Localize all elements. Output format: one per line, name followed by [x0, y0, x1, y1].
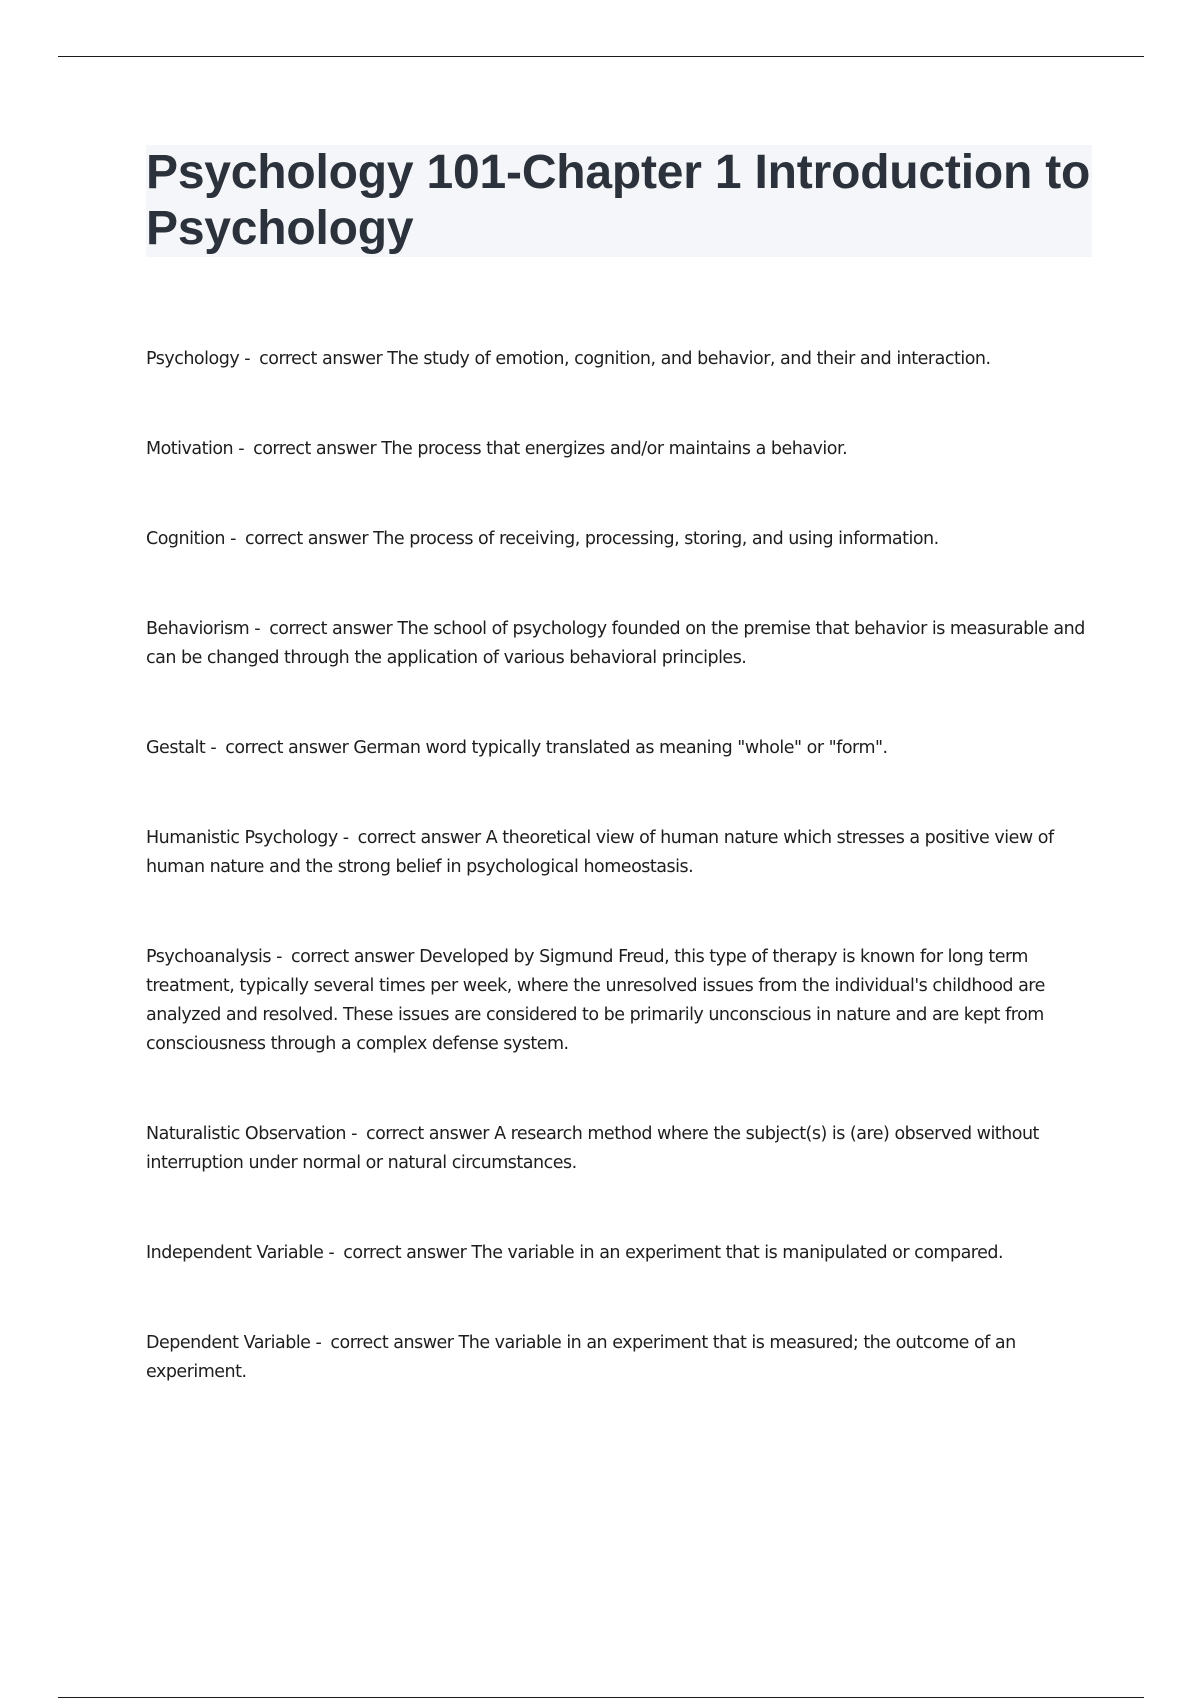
- entry-definition: The process of receiving, processing, storing, and using information.: [373, 529, 939, 549]
- entry-definition: The variable in an experiment that is measured; the outcome of an experiment.: [146, 1333, 1016, 1382]
- definition-entry: [146, 1120, 1092, 1178]
- entry-answer-label: correct answer: [225, 738, 349, 758]
- entry-answer-label: correct answer: [290, 947, 414, 967]
- entry-definition: The variable in an experiment that is manipulated or compared.: [471, 1243, 1004, 1263]
- entry-answer-label: correct answer: [259, 349, 383, 369]
- entry-definition: Developed by Sigmund Freud, this type of therapy is known for long term treatment, typically several times per week, where the unresolved issues from the individual's childhood are analyzed and resolved. These issues are considered to be primarily unconscious in nature and are kept from consciousness through a complex defense system.: [146, 947, 1045, 1054]
- page-title: Psychology 101-Chapter 1 Introduction to Psychology: [146, 146, 1091, 255]
- entry-definition: The school of psychology founded on the premise that behavior is measurable and can be changed through the application of various behavioral principles.: [146, 619, 1085, 668]
- entry-term: Independent Variable -: [146, 1243, 339, 1263]
- entry-term: Gestalt -: [146, 738, 221, 758]
- entry-answer-label: correct answer: [357, 828, 481, 848]
- definition-entry: [146, 824, 1092, 882]
- bottom-rule: [58, 1697, 1144, 1698]
- definition-entry: [146, 1239, 1092, 1268]
- entry-term: Naturalistic Observation -: [146, 1124, 362, 1144]
- entry-answer-label: correct answer: [253, 439, 377, 459]
- definitions-list: [146, 345, 1092, 1448]
- entry-answer-label: correct answer: [365, 1124, 489, 1144]
- entry-term: Behaviorism -: [146, 619, 265, 639]
- top-rule: [58, 56, 1144, 57]
- entry-answer-label: correct answer: [244, 529, 369, 549]
- definition-entry: [146, 525, 1092, 554]
- definition-entry: [146, 435, 1092, 464]
- entry-term: Motivation -: [146, 439, 249, 459]
- entry-term: Cognition -: [146, 529, 241, 549]
- entry-term: Psychology -: [146, 349, 255, 369]
- entry-term: Humanistic Psychology -: [146, 828, 354, 848]
- definition-entry: [146, 345, 1092, 374]
- entry-answer-label: correct answer: [343, 1243, 467, 1263]
- entry-definition: A research method where the subject(s) is (are) observed without interruption under normal or natural circumstances.: [146, 1124, 1039, 1173]
- entry-definition: The study of emotion, cognition, and behavior, and their and interaction.: [387, 349, 991, 369]
- title-banner: [146, 145, 1092, 257]
- entry-definition: The process that energizes and/or maintains a behavior.: [381, 439, 848, 459]
- entry-answer-label: correct answer: [269, 619, 393, 639]
- definition-entry: [146, 615, 1092, 673]
- definition-entry: [146, 943, 1092, 1059]
- entry-definition: A theoretical view of human nature which stresses a positive view of human nature and the strong belief in psychological homeostasis.: [146, 828, 1054, 877]
- definition-entry: [146, 1329, 1092, 1387]
- entry-term: Dependent Variable -: [146, 1333, 326, 1353]
- entry-answer-label: correct answer: [330, 1333, 454, 1353]
- entry-term: Psychoanalysis -: [146, 947, 287, 967]
- entry-definition: German word typically translated as meaning "whole" or "form".: [353, 738, 888, 758]
- definition-entry: [146, 734, 1092, 763]
